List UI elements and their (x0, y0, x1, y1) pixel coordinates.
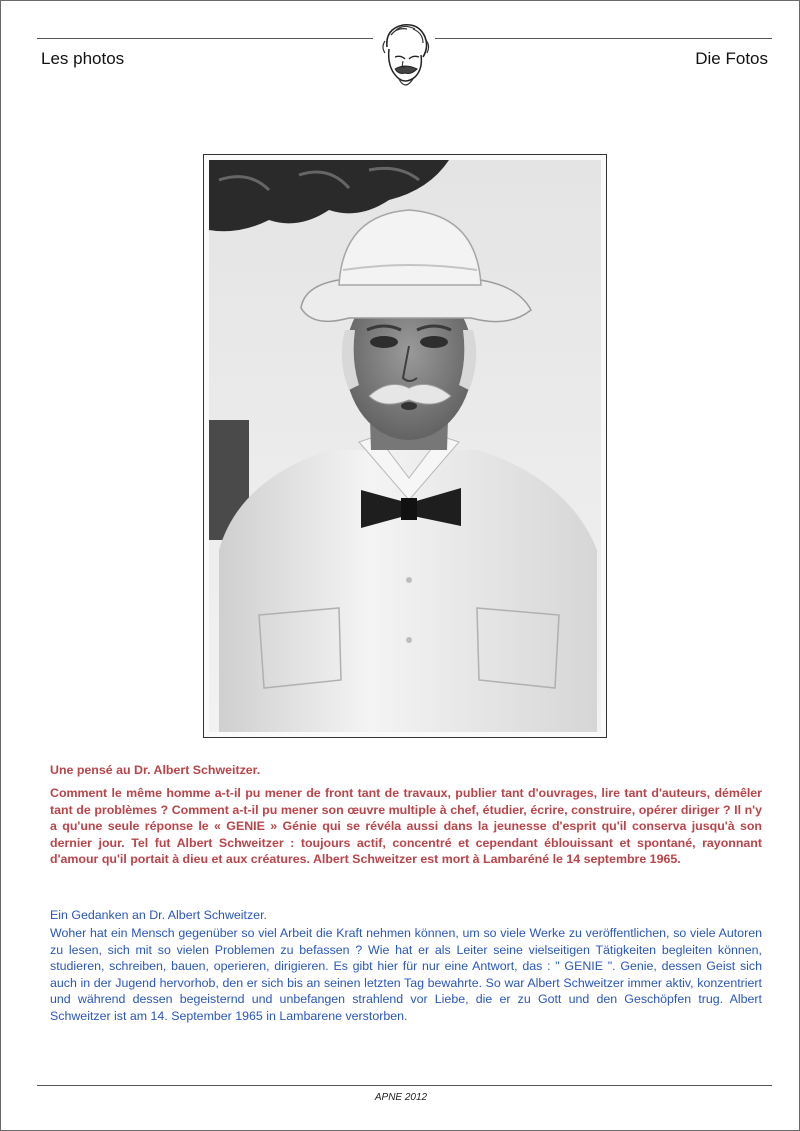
portrait-photo (203, 154, 607, 738)
french-title: Une pensé au Dr. Albert Schweitzer. (50, 763, 261, 777)
german-paragraph: Woher hat ein Mensch gegenüber so viel Arbeit die Kraft nehmen können, um so viele Werke zu veröffentlichen, so viele Autoren zu lesen, sich mit so vielen Problemen zu befassen ? Wie hat er als Leiter seine vielseitigen Tätigkeiten begleiten können, studieren, schreiben, bauen, operieren, dirigieren. Es gibt hier für nur eine Antwort, das : " GENIE ". Genie, dessen Geist sich auch in der Jugend hervorhob, den er sich bis an seinen letzten Tag bewahrte. So war Albert Schweitzer immer aktiv, konzentriert und während dessen begeisternd und unbefangen strahlend vor Liebe, die er zu Gott und den Geschöpfen trug. Albert Schweitzer ist am 14. September 1965 in Lambarene verstorben. (50, 926, 762, 1023)
portrait-sketch-icon (373, 17, 435, 93)
french-paragraph: Comment le même homme a-t-il pu mener de front tant de travaux, publier tant d'ouvrages, lire tant d'auteurs, démêler tant de problèmes ? Comment a-t-il pu mener son œuvre multiple à chef, étudier, écrire, construire, opérer diriger ? Il n'y a qu'une seule réponse le « GENIE » Génie qui se révéla aussi dans la jeunesse d'esprit qu'il conserva jusqu'à son dernier jour. Tel fut Albert Schweitzer : toujours actif, concentré et cependant éblouissant et spontané, rayonnant d'amour qu'il portait à dieu et aux créatures. Albert Schweitzer est mort à Lambaréné le 14 septembre 1965. (50, 786, 762, 866)
header-left-label: Les photos (41, 49, 125, 68)
header-right-label: Die Fotos (695, 49, 768, 68)
footer-rule (37, 1085, 772, 1086)
german-title: Ein Gedanken an Dr. Albert Schweitzer. (50, 908, 267, 922)
footer-label: APNE 2012 (374, 1092, 428, 1103)
